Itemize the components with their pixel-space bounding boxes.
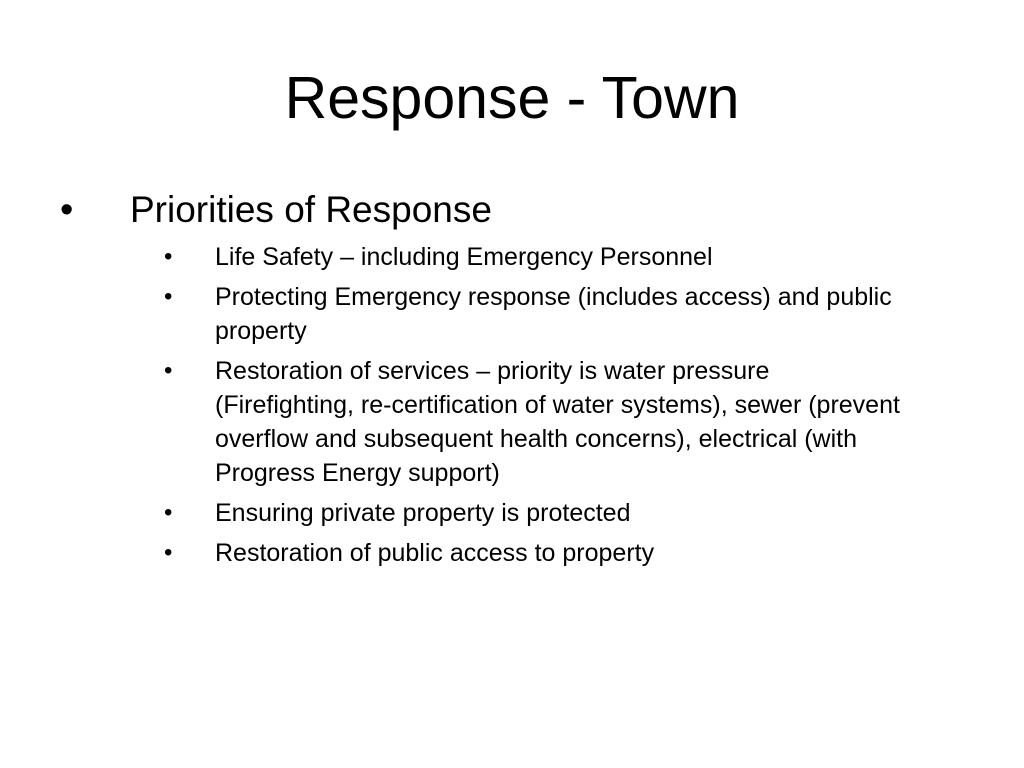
bullet-icon: •	[164, 539, 173, 566]
sub-bullet-item	[0, 496, 1024, 530]
bullet-icon: •	[164, 499, 173, 526]
bullet-icon: •	[164, 283, 173, 310]
sub-bullet-text: Life Safety – including Emergency Personnel	[215, 243, 713, 271]
sub-bullet-item	[0, 536, 1024, 570]
sub-bullet-text: Ensuring private property is protected	[215, 499, 631, 527]
main-bullet-text: Priorities of Response	[130, 189, 492, 230]
slide-title: Response - Town	[284, 65, 740, 131]
sub-bullet-item	[0, 354, 1024, 490]
sub-bullet-item	[0, 240, 1024, 274]
bullet-icon: •	[60, 189, 74, 231]
sub-bullet-text: Restoration of public access to property	[215, 539, 655, 567]
sub-bullet-text: Restoration of services – priority is water pressure (Firefighting, re-certification of water systems), sewer (prevent overflow and subsequent health concerns), electrical (with Progress Energy support)	[215, 357, 900, 487]
bullet-icon: •	[164, 357, 173, 384]
bullet-icon: •	[164, 243, 173, 270]
sub-bullet-item	[0, 280, 1024, 348]
sub-bullet-text: Protecting Emergency response (includes access) and public property	[215, 283, 892, 345]
sub-bullet-list	[0, 240, 1024, 576]
